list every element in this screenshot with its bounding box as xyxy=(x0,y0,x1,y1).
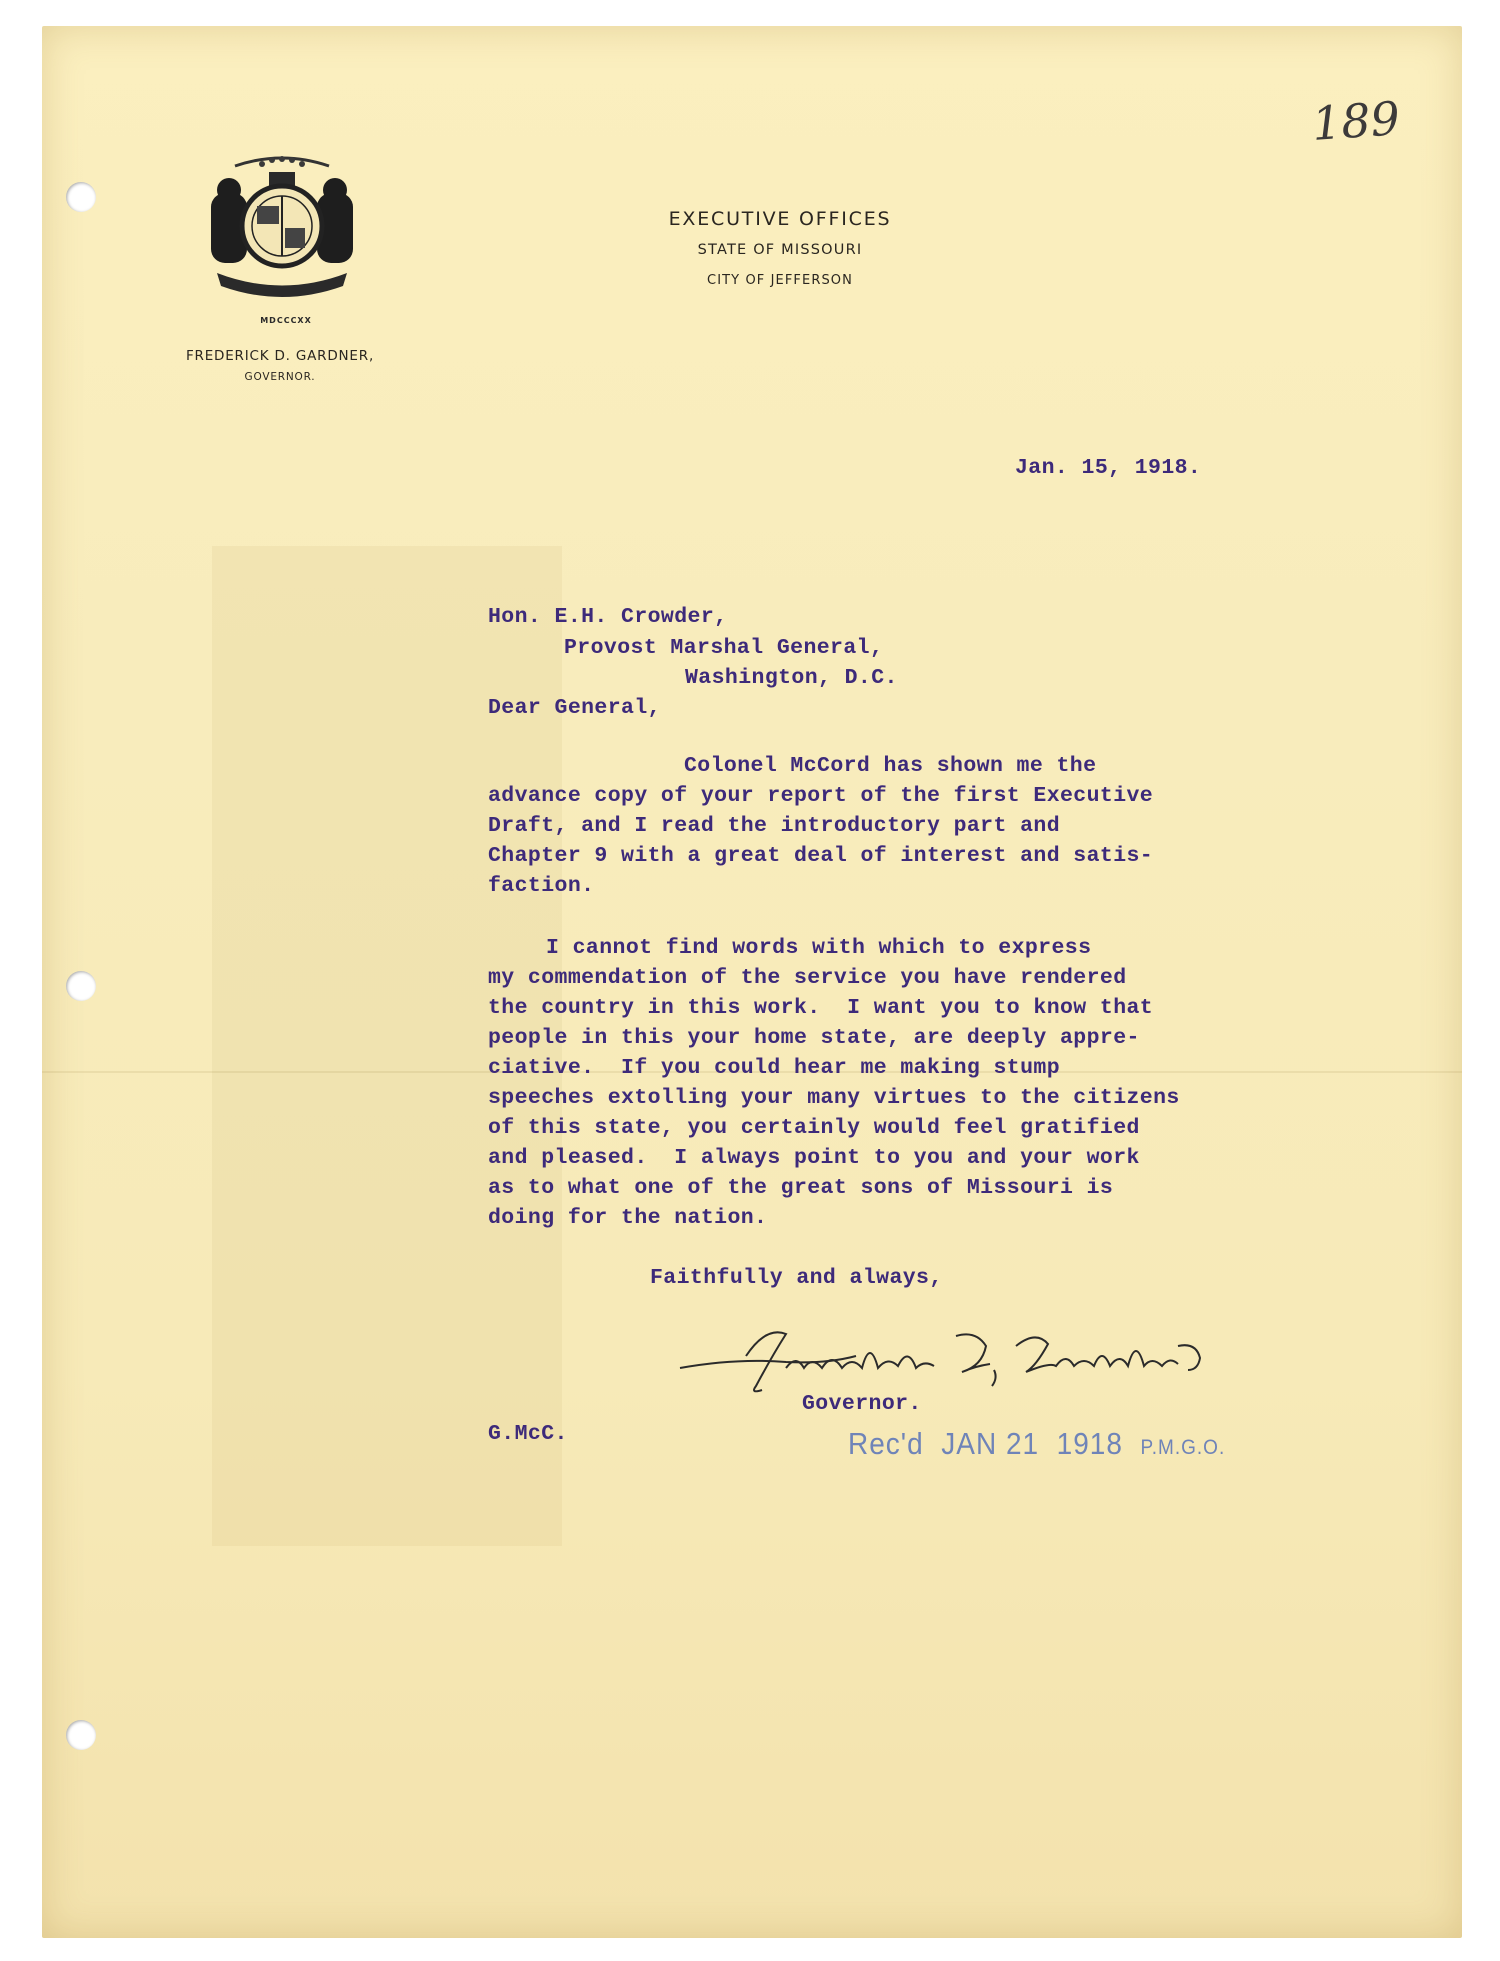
letterhead-state: STATE OF MISSOURI xyxy=(697,242,863,258)
paragraph-2-line: people in this your home state, are deeply appre- xyxy=(488,1026,1140,1050)
recipient-title: Provost Marshal General, xyxy=(564,636,884,660)
paragraph-2-line: doing for the nation. xyxy=(488,1206,768,1230)
letterhead-city: CITY OF JEFFERSON xyxy=(707,273,853,288)
punch-hole-bottom xyxy=(66,1720,96,1750)
archive-number: 189 xyxy=(1310,91,1402,151)
governor-name: FREDERICK D. GARDNER, xyxy=(185,348,375,364)
letter-date: Jan. 15, 1918. xyxy=(1015,456,1202,480)
salutation: Dear General, xyxy=(488,696,661,720)
recipient-name: Hon. E.H. Crowder, xyxy=(488,605,728,629)
paragraph-2-line: I cannot find words with which to express xyxy=(546,936,1092,960)
handwritten-signature xyxy=(676,1316,1276,1396)
seal-year: MDCCCXX xyxy=(260,316,312,325)
seal-icon xyxy=(207,148,357,303)
signature-icon xyxy=(676,1316,1276,1396)
signer-title: Governor. xyxy=(802,1392,922,1416)
paragraph-2-line: my commendation of the service you have rendered xyxy=(488,966,1127,990)
received-stamp xyxy=(848,1426,1225,1461)
paragraph-1-line: Colonel McCord has shown me the xyxy=(684,754,1097,778)
paragraph-1-line: advance copy of your report of the first Executive xyxy=(488,784,1154,808)
paragraph-2-line: and pleased. I always point to you and your work xyxy=(488,1146,1140,1170)
punch-hole-middle xyxy=(66,971,96,1001)
paragraph-2-line: as to what one of the great sons of Missouri is xyxy=(488,1176,1114,1200)
paragraph-1-line: Draft, and I read the introductory part and xyxy=(488,814,1060,838)
paragraph-2-line: ciative. If you could hear me making stump xyxy=(488,1056,1060,1080)
paragraph-1-line: faction. xyxy=(488,874,595,898)
received-stamp-office: P.M.G.O. xyxy=(1140,1436,1226,1460)
paragraph-1-line: Chapter 9 with a great deal of interest and satis- xyxy=(488,844,1154,868)
paragraph-2-line: the country in this work. I want you to know that xyxy=(488,996,1154,1020)
governor-title: GOVERNOR. xyxy=(244,371,316,383)
paragraph-2-line: speeches extolling your many virtues to the citizens xyxy=(488,1086,1180,1110)
recipient-city: Washington, D.C. xyxy=(685,666,898,690)
typist-initials: G.McC. xyxy=(488,1422,568,1446)
missouri-state-seal xyxy=(207,148,357,303)
closing: Faithfully and always, xyxy=(650,1266,943,1290)
received-stamp-label: Rec'd xyxy=(848,1426,924,1461)
received-stamp-date: JAN 21 1918 xyxy=(941,1426,1123,1461)
letterhead-office: EXECUTIVE OFFICES xyxy=(668,208,892,230)
punch-hole-top xyxy=(66,182,96,212)
paragraph-2-line: of this state, you certainly would feel gratified xyxy=(488,1116,1140,1140)
